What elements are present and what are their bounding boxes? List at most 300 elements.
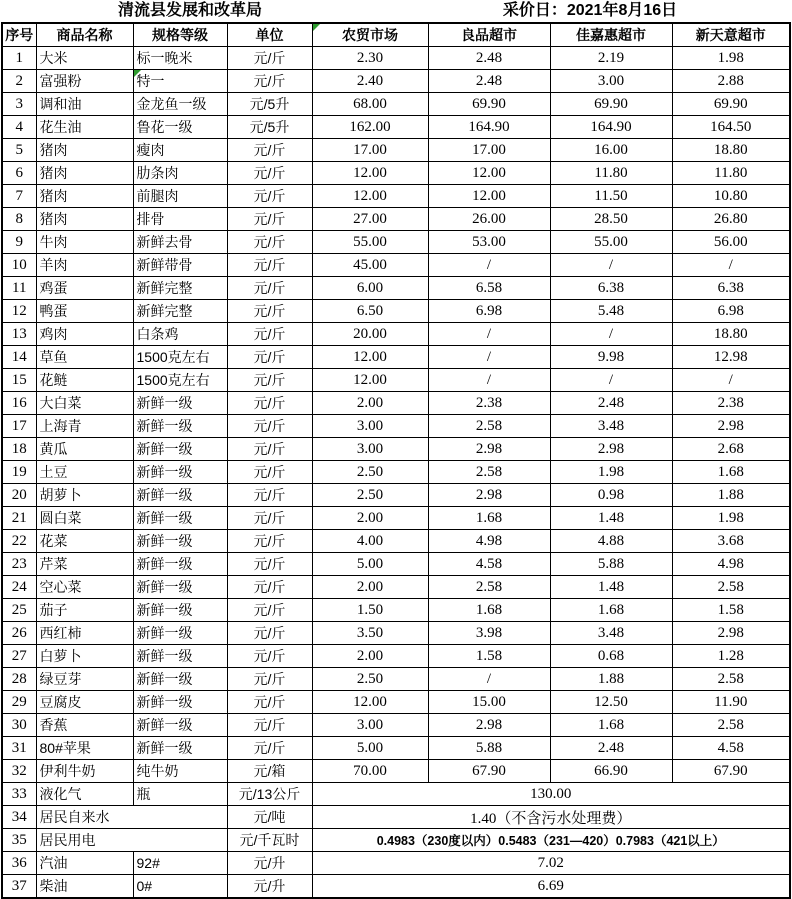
page-title: 清流县发展和改革局 — [117, 2, 262, 19]
cell-price: 9.98 — [550, 346, 672, 369]
cell-unit: 元/13公斤 — [227, 783, 312, 806]
cell-price: 6.38 — [550, 277, 672, 300]
cell-product-name: 大白菜 — [36, 392, 133, 415]
table-row — [2, 415, 790, 438]
table-row — [2, 599, 790, 622]
cell-price: 2.68 — [672, 438, 790, 461]
cell-price: 1.88 — [672, 484, 790, 507]
cell-product-name: 茄子 — [36, 599, 133, 622]
cell-price: 3.48 — [550, 415, 672, 438]
price-table-header — [2, 23, 790, 47]
cell-price: 1.68 — [428, 507, 550, 530]
cell-row-number: 23 — [2, 553, 36, 576]
cell-spec-grade: 新鲜一级 — [133, 507, 227, 530]
cell-price: 2.50 — [312, 668, 428, 691]
cell-product-name: 芹菜 — [36, 553, 133, 576]
cell-price: 2.58 — [672, 668, 790, 691]
cell-price: 1.98 — [550, 461, 672, 484]
cell-price: 164.90 — [550, 116, 672, 139]
cell-row-number: 21 — [2, 507, 36, 530]
cell-unit: 元/斤 — [227, 622, 312, 645]
cell-price: 1.68 — [550, 714, 672, 737]
cell-unit: 元/斤 — [227, 461, 312, 484]
col-header-label: 农贸市场 — [342, 27, 398, 43]
cell-unit: 元/斤 — [227, 553, 312, 576]
table-row — [2, 530, 790, 553]
table-row — [2, 783, 790, 806]
cell-row-number: 1 — [2, 47, 36, 70]
cell-unit: 元/斤 — [227, 737, 312, 760]
cell-price: 3.48 — [550, 622, 672, 645]
cell-product-name: 调和油 — [36, 93, 133, 116]
cell-price: 45.00 — [312, 254, 428, 277]
cell-merged-price: 1.40（不含污水处理费） — [312, 806, 790, 829]
cell-spec-grade: 瓶 — [133, 783, 227, 806]
cell-product-name: 伊利牛奶 — [36, 760, 133, 783]
cell-spec-grade: 排骨 — [133, 208, 227, 231]
cell-spec-grade: 1500克左右 — [133, 346, 227, 369]
table-row — [2, 208, 790, 231]
cell-unit: 元/斤 — [227, 346, 312, 369]
cell-price: 1.68 — [428, 599, 550, 622]
cell-product-name: 富强粉 — [36, 70, 133, 93]
cell-product-name: 胡萝卜 — [36, 484, 133, 507]
cell-product-name: 上海青 — [36, 415, 133, 438]
cell-price: 1.50 — [312, 599, 428, 622]
cell-price: 2.50 — [312, 484, 428, 507]
cell-spec-grade: 新鲜一级 — [133, 737, 227, 760]
col-header-label: 单位 — [255, 27, 284, 43]
table-row — [2, 645, 790, 668]
col-header-label: 新天意超市 — [695, 27, 766, 43]
cell-price: 16.00 — [550, 139, 672, 162]
table-row — [2, 484, 790, 507]
cell-product-name: 花菜 — [36, 530, 133, 553]
table-row — [2, 116, 790, 139]
cell-row-number: 22 — [2, 530, 36, 553]
cell-price: 1.98 — [672, 507, 790, 530]
header-row — [2, 23, 790, 47]
cell-spec-grade: 新鲜带骨 — [133, 254, 227, 277]
cell-price: 2.50 — [312, 461, 428, 484]
cell-price: 3.00 — [550, 70, 672, 93]
cell-product-name: 白萝卜 — [36, 645, 133, 668]
cell-row-number: 25 — [2, 599, 36, 622]
cell-merged-price: 6.69 — [312, 875, 790, 899]
cell-price: 2.19 — [550, 47, 672, 70]
cell-price: 5.00 — [312, 737, 428, 760]
cell-row-number: 3 — [2, 93, 36, 116]
cell-price: 11.80 — [550, 162, 672, 185]
cell-price: 3.98 — [428, 622, 550, 645]
cell-product-name: 鸭蛋 — [36, 300, 133, 323]
cell-product-name: 土豆 — [36, 461, 133, 484]
cell-unit: 元/斤 — [227, 139, 312, 162]
cell-price: 12.00 — [428, 162, 550, 185]
cell-product-name: 羊肉 — [36, 254, 133, 277]
cell-price: 11.80 — [672, 162, 790, 185]
cell-product-name: 居民自来水 — [36, 806, 227, 829]
cell-price: 2.00 — [312, 507, 428, 530]
cell-unit: 元/5升 — [227, 93, 312, 116]
cell-price: 3.00 — [312, 415, 428, 438]
table-row — [2, 300, 790, 323]
cell-spec-grade: 纯牛奶 — [133, 760, 227, 783]
cell-merged-price: 0.4983（230度以内）0.5483（231—420）0.7983（421以上） — [312, 829, 790, 852]
cell-price: 56.00 — [672, 231, 790, 254]
table-row — [2, 737, 790, 760]
cell-spec-grade: 新鲜完整 — [133, 277, 227, 300]
cell-product-name: 大米 — [36, 47, 133, 70]
cell-price: 67.90 — [672, 760, 790, 783]
cell-price: 2.98 — [672, 622, 790, 645]
cell-price: 1.68 — [672, 461, 790, 484]
cell-price: 12.00 — [312, 346, 428, 369]
cell-unit: 元/斤 — [227, 392, 312, 415]
price-table-body — [2, 47, 790, 899]
cell-unit: 元/千瓦时 — [227, 829, 312, 852]
cell-spec-grade: 1500克左右 — [133, 369, 227, 392]
table-row — [2, 461, 790, 484]
col-header-label: 良品超市 — [461, 27, 517, 43]
cell-row-number: 34 — [2, 806, 36, 829]
table-row — [2, 70, 790, 93]
cell-spec-grade: 新鲜一级 — [133, 668, 227, 691]
cell-price: 4.98 — [672, 553, 790, 576]
cell-row-number: 28 — [2, 668, 36, 691]
cell-row-number: 37 — [2, 875, 36, 899]
cell-row-number: 36 — [2, 852, 36, 875]
cell-price: 12.98 — [672, 346, 790, 369]
col-header-xintianyi-market — [672, 23, 790, 47]
col-header-liangpin-market — [428, 23, 550, 47]
cell-price: 5.88 — [550, 553, 672, 576]
cell-merged-price: 130.00 — [312, 783, 790, 806]
cell-row-number: 24 — [2, 576, 36, 599]
cell-spec-grade: 新鲜一级 — [133, 553, 227, 576]
cell-row-number: 2 — [2, 70, 36, 93]
cell-price: 2.48 — [428, 70, 550, 93]
cell-row-number: 11 — [2, 277, 36, 300]
cell-row-number: 10 — [2, 254, 36, 277]
cell-price: 2.30 — [312, 47, 428, 70]
cell-price: 2.98 — [550, 438, 672, 461]
cell-unit: 元/斤 — [227, 415, 312, 438]
cell-price: 6.50 — [312, 300, 428, 323]
cell-spec-grade: 新鲜一级 — [133, 576, 227, 599]
cell-price: 67.90 — [428, 760, 550, 783]
cell-price: 68.00 — [312, 93, 428, 116]
cell-spec-grade: 新鲜一级 — [133, 392, 227, 415]
cell-price: 1.48 — [550, 507, 672, 530]
cell-price: 2.48 — [550, 737, 672, 760]
cell-price: 66.90 — [550, 760, 672, 783]
col-header-label: 规格等级 — [152, 27, 208, 43]
cell-price: / — [428, 369, 550, 392]
cell-price: 162.00 — [312, 116, 428, 139]
cell-spec-grade: 新鲜一级 — [133, 438, 227, 461]
cell-price: 1.48 — [550, 576, 672, 599]
cell-price: 12.00 — [312, 185, 428, 208]
cell-price: 2.88 — [672, 70, 790, 93]
cell-unit: 元/斤 — [227, 208, 312, 231]
cell-price: 18.80 — [672, 323, 790, 346]
cell-price: 11.90 — [672, 691, 790, 714]
cell-product-name: 空心菜 — [36, 576, 133, 599]
cell-product-name: 80#苹果 — [36, 737, 133, 760]
cell-spec-grade: 新鲜一级 — [133, 645, 227, 668]
cell-row-number: 7 — [2, 185, 36, 208]
table-row — [2, 277, 790, 300]
cell-unit: 元/斤 — [227, 323, 312, 346]
cell-spec-grade: 特一 — [133, 70, 227, 93]
cell-price: 4.98 — [428, 530, 550, 553]
cell-price: 3.00 — [312, 714, 428, 737]
cell-row-number: 20 — [2, 484, 36, 507]
table-row — [2, 760, 790, 783]
cell-price: 2.00 — [312, 576, 428, 599]
table-row — [2, 668, 790, 691]
table-row — [2, 162, 790, 185]
cell-spec-grade: 新鲜一级 — [133, 691, 227, 714]
cell-price: 2.58 — [428, 576, 550, 599]
cell-unit: 元/斤 — [227, 162, 312, 185]
cell-price: 2.58 — [672, 714, 790, 737]
cell-price: 4.00 — [312, 530, 428, 553]
cell-row-number: 5 — [2, 139, 36, 162]
cell-price: 4.88 — [550, 530, 672, 553]
cell-spec-grade: 新鲜完整 — [133, 300, 227, 323]
cell-product-name: 猪肉 — [36, 162, 133, 185]
cell-price: 5.88 — [428, 737, 550, 760]
cell-product-name: 花鲢 — [36, 369, 133, 392]
table-row — [2, 622, 790, 645]
cell-price: 10.80 — [672, 185, 790, 208]
cell-price: 5.48 — [550, 300, 672, 323]
cell-price: 2.40 — [312, 70, 428, 93]
cell-price: / — [428, 668, 550, 691]
cell-price: 1.88 — [550, 668, 672, 691]
cell-price: 6.00 — [312, 277, 428, 300]
cell-spec-grade: 92# — [133, 852, 227, 875]
cell-price: 2.98 — [672, 415, 790, 438]
cell-row-number: 30 — [2, 714, 36, 737]
table-row — [2, 829, 790, 852]
cell-price: 15.00 — [428, 691, 550, 714]
cell-price: / — [672, 254, 790, 277]
table-row — [2, 714, 790, 737]
cell-price: 70.00 — [312, 760, 428, 783]
cell-price: 2.38 — [428, 392, 550, 415]
cell-price: / — [550, 369, 672, 392]
cell-price: 69.90 — [428, 93, 550, 116]
cell-unit: 元/斤 — [227, 438, 312, 461]
table-row — [2, 691, 790, 714]
table-row — [2, 392, 790, 415]
table-row — [2, 139, 790, 162]
cell-unit: 元/箱 — [227, 760, 312, 783]
cell-price: 1.58 — [672, 599, 790, 622]
table-row — [2, 875, 790, 899]
cell-price: 1.68 — [550, 599, 672, 622]
cell-price: 18.80 — [672, 139, 790, 162]
cell-row-number: 6 — [2, 162, 36, 185]
cell-unit: 元/斤 — [227, 691, 312, 714]
cell-row-number: 18 — [2, 438, 36, 461]
cell-product-name: 柴油 — [36, 875, 133, 899]
cell-product-name: 草鱼 — [36, 346, 133, 369]
cell-price: 2.00 — [312, 645, 428, 668]
cell-unit: 元/斤 — [227, 576, 312, 599]
cell-price: / — [550, 323, 672, 346]
cell-price: 2.48 — [428, 47, 550, 70]
cell-spec-grade: 白条鸡 — [133, 323, 227, 346]
cell-spec-grade: 0# — [133, 875, 227, 899]
cell-row-number: 16 — [2, 392, 36, 415]
cell-price: 69.90 — [672, 93, 790, 116]
cell-price: 3.00 — [312, 438, 428, 461]
col-header-unit — [227, 23, 312, 47]
cell-unit: 元/斤 — [227, 714, 312, 737]
cell-price: 0.98 — [550, 484, 672, 507]
cell-price: 2.58 — [672, 576, 790, 599]
cell-price: 27.00 — [312, 208, 428, 231]
survey-date: 采价日：2021年8月16日 — [502, 2, 678, 19]
cell-product-name: 花生油 — [36, 116, 133, 139]
table-row — [2, 438, 790, 461]
cell-unit: 元/5升 — [227, 116, 312, 139]
table-row — [2, 852, 790, 875]
col-header-spec-grade — [133, 23, 227, 47]
cell-row-number: 14 — [2, 346, 36, 369]
cell-price: 20.00 — [312, 323, 428, 346]
cell-price: 2.58 — [428, 415, 550, 438]
cell-product-name: 黄瓜 — [36, 438, 133, 461]
cell-spec-grade: 标一晚米 — [133, 47, 227, 70]
col-header-farmers-market — [312, 23, 428, 47]
cell-row-number: 26 — [2, 622, 36, 645]
cell-price: 2.38 — [672, 392, 790, 415]
cell-spec-grade: 新鲜一级 — [133, 714, 227, 737]
cell-price: 4.58 — [672, 737, 790, 760]
cell-price: 12.00 — [312, 162, 428, 185]
col-header-product-name — [36, 23, 133, 47]
cell-price: 4.58 — [428, 553, 550, 576]
cell-spec-grade: 新鲜一级 — [133, 415, 227, 438]
cell-spec-grade: 瘦肉 — [133, 139, 227, 162]
cell-unit: 元/斤 — [227, 507, 312, 530]
cell-product-name: 居民用电 — [36, 829, 227, 852]
cell-price: 12.00 — [312, 691, 428, 714]
cell-price: 2.58 — [428, 461, 550, 484]
cell-merged-price: 7.02 — [312, 852, 790, 875]
cell-price: 12.50 — [550, 691, 672, 714]
cell-spec-grade: 前腿肉 — [133, 185, 227, 208]
cell-price: 26.00 — [428, 208, 550, 231]
cell-unit: 元/斤 — [227, 645, 312, 668]
cell-product-name: 圆白菜 — [36, 507, 133, 530]
cell-row-number: 35 — [2, 829, 36, 852]
cell-product-name: 汽油 — [36, 852, 133, 875]
cell-spec-grade: 新鲜一级 — [133, 484, 227, 507]
cell-product-name: 猪肉 — [36, 208, 133, 231]
cell-product-name: 鸡肉 — [36, 323, 133, 346]
cell-price: 0.68 — [550, 645, 672, 668]
cell-spec-grade: 金龙鱼一级 — [133, 93, 227, 116]
cell-unit: 元/吨 — [227, 806, 312, 829]
cell-product-name: 牛肉 — [36, 231, 133, 254]
title-bar — [0, 0, 792, 22]
cell-row-number: 19 — [2, 461, 36, 484]
cell-price: 55.00 — [312, 231, 428, 254]
cell-unit: 元/斤 — [227, 277, 312, 300]
cell-product-name: 西红柿 — [36, 622, 133, 645]
cell-price: 3.50 — [312, 622, 428, 645]
cell-row-number: 13 — [2, 323, 36, 346]
cell-price: 12.00 — [312, 369, 428, 392]
table-row — [2, 323, 790, 346]
cell-spec-grade: 新鲜去骨 — [133, 231, 227, 254]
cell-price: 53.00 — [428, 231, 550, 254]
cell-price: 6.38 — [672, 277, 790, 300]
cell-unit: 元/斤 — [227, 254, 312, 277]
error-triangle-icon — [313, 24, 320, 31]
cell-price: / — [428, 323, 550, 346]
cell-row-number: 33 — [2, 783, 36, 806]
col-header-label: 佳嘉惠超市 — [576, 27, 646, 43]
table-row — [2, 185, 790, 208]
cell-price: 164.90 — [428, 116, 550, 139]
table-row — [2, 553, 790, 576]
cell-spec-grade: 新鲜一级 — [133, 530, 227, 553]
cell-product-name: 猪肉 — [36, 185, 133, 208]
cell-price: 17.00 — [312, 139, 428, 162]
table-row — [2, 369, 790, 392]
cell-spec-grade: 新鲜一级 — [133, 622, 227, 645]
cell-product-name: 豆腐皮 — [36, 691, 133, 714]
cell-price: / — [672, 369, 790, 392]
cell-spec-grade: 新鲜一级 — [133, 599, 227, 622]
cell-row-number: 32 — [2, 760, 36, 783]
cell-price: 2.98 — [428, 714, 550, 737]
cell-price: 2.00 — [312, 392, 428, 415]
cell-unit: 元/斤 — [227, 484, 312, 507]
cell-price: 3.68 — [672, 530, 790, 553]
cell-row-number: 27 — [2, 645, 36, 668]
cell-spec-grade: 鲁花一级 — [133, 116, 227, 139]
table-row — [2, 576, 790, 599]
col-header-label: 商品名称 — [56, 27, 113, 43]
cell-price: / — [428, 254, 550, 277]
cell-price: / — [428, 346, 550, 369]
cell-unit: 元/升 — [227, 875, 312, 899]
price-table — [1, 22, 791, 899]
cell-row-number: 12 — [2, 300, 36, 323]
cell-price: 2.98 — [428, 484, 550, 507]
cell-product-name: 香蕉 — [36, 714, 133, 737]
cell-row-number: 8 — [2, 208, 36, 231]
cell-price: 2.48 — [550, 392, 672, 415]
cell-row-number: 31 — [2, 737, 36, 760]
cell-unit: 元/斤 — [227, 70, 312, 93]
cell-unit: 元/斤 — [227, 300, 312, 323]
cell-product-name: 绿豆芽 — [36, 668, 133, 691]
cell-row-number: 4 — [2, 116, 36, 139]
cell-unit: 元/升 — [227, 852, 312, 875]
cell-price: 1.28 — [672, 645, 790, 668]
cell-row-number: 29 — [2, 691, 36, 714]
cell-price: 69.90 — [550, 93, 672, 116]
